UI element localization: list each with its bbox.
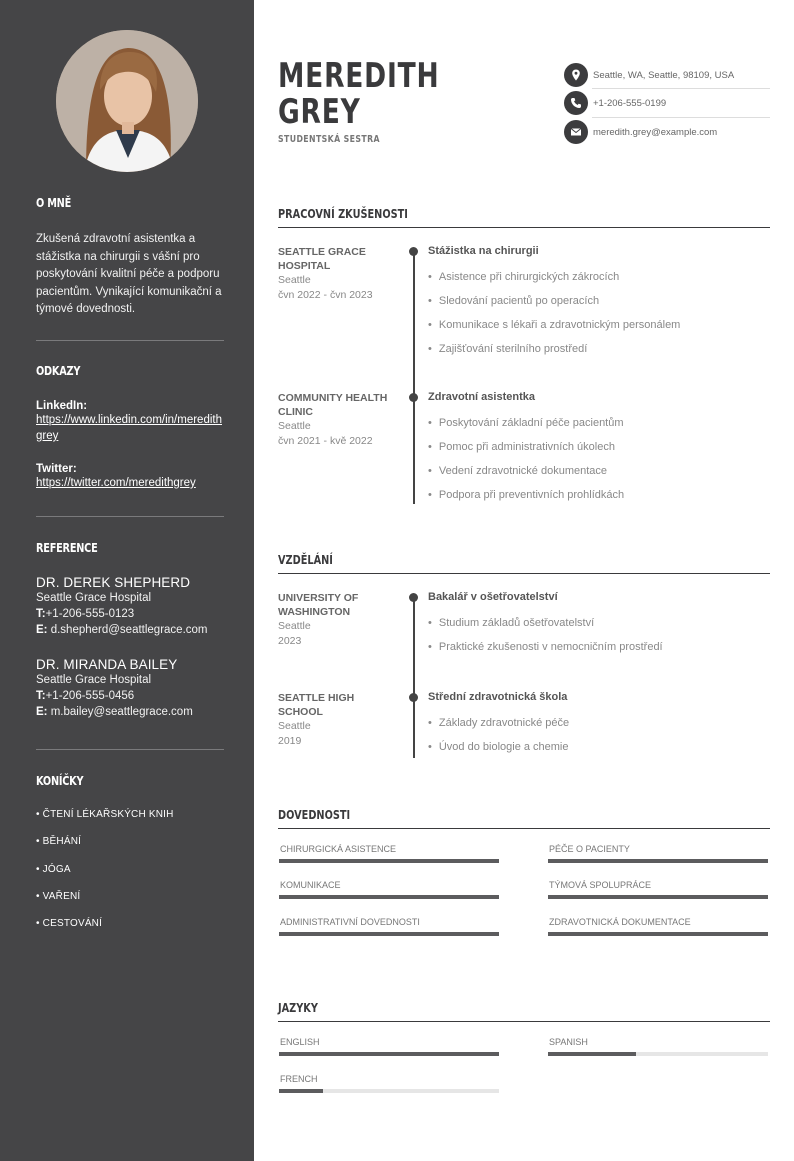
duty-item: • Zajišťování sterilního prostředí (428, 343, 587, 355)
section-rule (278, 1021, 770, 1022)
language-bar (279, 1089, 499, 1093)
reference-2 (36, 657, 224, 720)
sidebar-divider (36, 340, 224, 341)
sidebar-divider (36, 749, 224, 750)
contact-address (564, 61, 770, 89)
skill-bar-fill (279, 859, 499, 863)
references-title (36, 540, 224, 555)
skill-bar (279, 859, 499, 863)
last-name: GREY (278, 92, 361, 132)
skill-item (279, 844, 499, 863)
section-rule (278, 573, 770, 574)
duty-item: • Asistence při chirurgických zákrocích (428, 271, 619, 283)
hobby-item: • BĚHÁNÍ (36, 836, 82, 847)
study-item: • Základy zdravotnické péče (428, 717, 569, 729)
language-bar-fill (279, 1089, 323, 1093)
phone-text: +1-206-555-0199 (593, 97, 667, 109)
skill-bar-fill (548, 932, 768, 936)
link-label: Twitter: (36, 463, 77, 475)
skill-bar (548, 932, 768, 936)
duty-item: • Podpora při preventivních prohlídkách (428, 489, 624, 501)
skill-bar (279, 932, 499, 936)
first-name: MEREDITH (278, 56, 440, 96)
duty-item: • Poskytování základní péče pacientům (428, 417, 624, 429)
sidebar (0, 0, 254, 1161)
job-role: Zdravotní asistentka (428, 391, 535, 403)
languages-heading: JAZYKY (278, 1000, 318, 1015)
reference-email: E: m.bailey@seattlegrace.com (36, 706, 193, 718)
skill-item (279, 880, 499, 899)
skill-bar (279, 895, 499, 899)
skill-name: KOMUNIKACE (280, 880, 341, 890)
degree: Bakalář v ošetřovatelství (428, 591, 558, 603)
reference-name: DR. DEREK SHEPHERD (36, 575, 191, 590)
duty-item: • Sledování pacientů po operacích (428, 295, 599, 307)
experience-timeline (413, 252, 415, 504)
twitter-link[interactable]: https://twitter.com/meredithgrey (36, 477, 196, 489)
reference-1 (36, 575, 224, 638)
language-bar (548, 1052, 768, 1056)
skill-name: TÝMOVÁ SPOLUPRÁCE (549, 880, 652, 890)
links-heading: ODKAZY (36, 363, 81, 378)
experience-heading: PRACOVNÍ ZKUŠENOSTI (278, 206, 408, 221)
language-item (279, 1037, 499, 1056)
reference-email: E: d.shepherd@seattlegrace.com (36, 624, 208, 636)
education-timeline (413, 598, 415, 758)
location-pin-icon (564, 63, 588, 87)
skill-name: CHIRURGICKÁ ASISTENCE (280, 844, 397, 854)
link-twitter (36, 463, 224, 491)
timeline-dot (409, 247, 418, 256)
skills-heading: DOVEDNOSTI (278, 807, 351, 822)
employer: SEATTLE GRACE HOSPITAL (278, 246, 366, 272)
duty-item: • Pomoc při administrativních úkolech (428, 441, 615, 453)
contact-phone (564, 89, 770, 117)
section-rule (278, 227, 770, 228)
skill-bar-fill (279, 932, 499, 936)
dates: čvn 2022 - čvn 2023 (278, 289, 373, 301)
reference-name: DR. MIRANDA BAILEY (36, 657, 178, 672)
education-entry-meta (278, 691, 398, 749)
location: Seattle (278, 720, 311, 732)
skill-bar (548, 895, 768, 899)
contact-email (564, 118, 770, 146)
reference-org: Seattle Grace Hospital (36, 592, 152, 604)
job-role: Stážistka na chirurgii (428, 245, 539, 257)
hobby-item: • CESTOVÁNÍ (36, 918, 103, 929)
language-item (548, 1037, 768, 1056)
hobbies-list (36, 809, 224, 939)
timeline-dot (409, 693, 418, 702)
employer: COMMUNITY HEALTH CLINIC (278, 392, 388, 418)
skill-name: ADMINISTRATIVNÍ DOVEDNOSTI (280, 917, 420, 927)
experience-entry-meta (278, 391, 398, 449)
email-text: meredith.grey@example.com (593, 126, 718, 138)
skill-item (548, 880, 768, 899)
portrait-image (56, 30, 198, 172)
skill-item (548, 844, 768, 863)
language-bar (279, 1052, 499, 1056)
skill-name: PÉČE O PACIENTY (549, 844, 630, 854)
link-linkedin (36, 400, 224, 444)
hobby-item: • ČTENÍ LÉKAŘSKÝCH KNIH (36, 809, 174, 820)
duty-item: • Komunikace s lékaři a zdravotnickým personálem (428, 319, 680, 331)
full-name (278, 58, 439, 130)
link-label: LinkedIn: (36, 400, 88, 412)
references-heading: REFERENCE (36, 540, 98, 555)
reference-org: Seattle Grace Hospital (36, 674, 152, 686)
location: Seattle (278, 274, 311, 286)
hobbies-title (36, 773, 224, 788)
education-heading: VZDĚLÁNÍ (278, 552, 333, 567)
hobby-item: • VAŘENÍ (36, 891, 81, 902)
dates: 2023 (278, 635, 302, 647)
education-entry-meta (278, 591, 398, 649)
sidebar-divider (36, 516, 224, 517)
linkedin-link[interactable]: https://www.linkedin.com/in/meredithgrey (36, 414, 222, 442)
reference-phone: T:+1-206-555-0123 (36, 608, 135, 620)
skill-bar-fill (548, 895, 768, 899)
language-item (279, 1074, 499, 1093)
language-bar-fill (548, 1052, 636, 1056)
skill-bar-fill (279, 895, 499, 899)
dates: 2019 (278, 735, 302, 747)
avatar (56, 30, 198, 172)
duty-item: • Vedení zdravotnické dokumentace (428, 465, 607, 477)
skill-bar-fill (548, 859, 768, 863)
language-name: SPANISH (549, 1037, 588, 1047)
school: UNIVERSITY OF WASHINGTON (278, 592, 359, 618)
timeline-dot (409, 593, 418, 602)
hobby-item: • JÓGA (36, 864, 71, 875)
school: SEATTLE HIGH SCHOOL (278, 692, 355, 718)
skill-name: ZDRAVOTNICKÁ DOKUMENTACE (549, 917, 691, 927)
hobbies-heading: KONÍČKY (36, 773, 84, 788)
location: Seattle (278, 420, 311, 432)
language-name: FRENCH (280, 1074, 318, 1084)
language-bar-fill (279, 1052, 499, 1056)
language-name: ENGLISH (280, 1037, 320, 1047)
location: Seattle (278, 620, 311, 632)
degree: Střední zdravotnická škola (428, 691, 568, 703)
study-item: • Studium základů ošetřovatelství (428, 617, 594, 629)
mail-icon (564, 120, 588, 144)
skill-item (279, 917, 499, 936)
skill-item (548, 917, 768, 936)
job-title: STUDENTSKÁ SESTRA (278, 134, 380, 145)
phone-icon (564, 91, 588, 115)
reference-phone: T:+1-206-555-0456 (36, 690, 135, 702)
about-heading: O MNĚ (36, 195, 72, 210)
study-item: • Úvod do biologie a chemie (428, 741, 569, 753)
study-item: • Praktické zkušenosti v nemocničním prostředí (428, 641, 663, 653)
about-title (36, 195, 224, 210)
experience-entry-meta (278, 245, 398, 303)
timeline-dot (409, 393, 418, 402)
address-text: Seattle, WA, Seattle, 98109, USA (593, 69, 735, 81)
about-text: Zkušená zdravotní asistentka a stážistka na chirurgii s vášní pro poskytování kvalitní péče a podporu pacientům. Vynikající komunikační a týmové dovednosti. (36, 233, 222, 315)
main-content (254, 0, 794, 1161)
dates: čvn 2021 - kvě 2022 (278, 435, 373, 447)
links-title (36, 363, 224, 378)
skill-bar (548, 859, 768, 863)
section-rule (278, 828, 770, 829)
